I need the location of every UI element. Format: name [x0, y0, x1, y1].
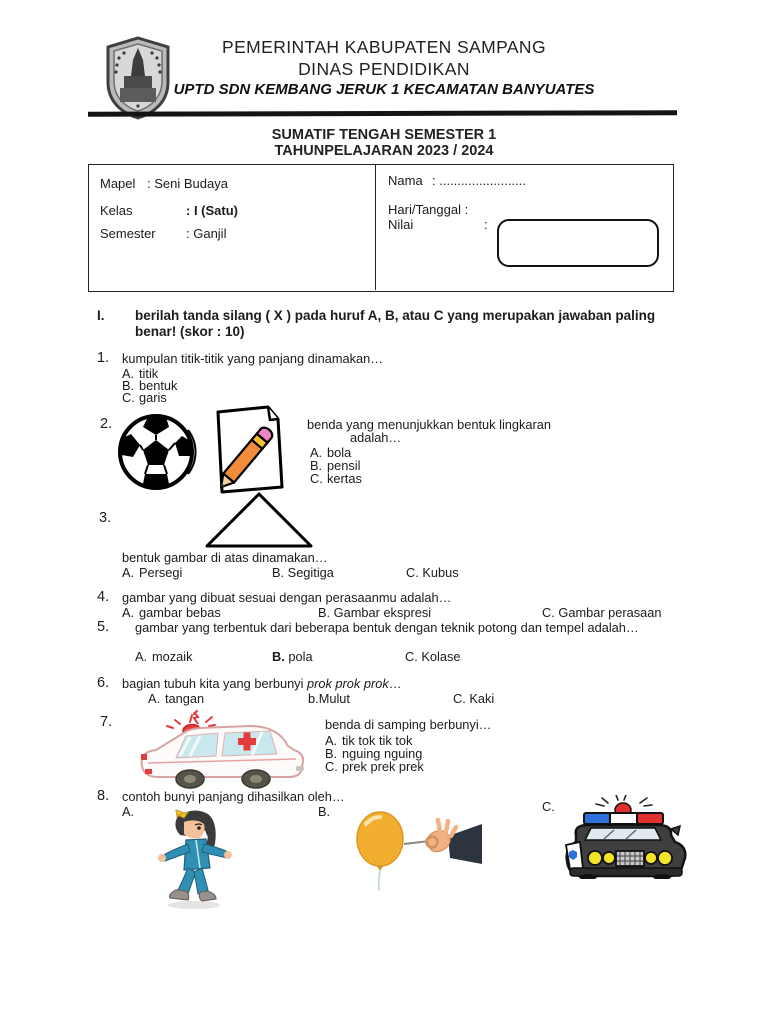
ambulance-icon	[128, 710, 313, 795]
q2-option-b: B. pensil	[310, 458, 361, 473]
nama-label: Nama	[388, 173, 423, 188]
q7-option-c: C. prek prek prek	[325, 759, 424, 774]
soccer-ball-icon	[116, 412, 198, 492]
q7-option-b: B. nguing nguing	[325, 746, 423, 761]
q6-option-c: C. Kaki	[453, 691, 495, 706]
q6-text: bagian tubuh kita yang berbunyi prok prok prok…	[122, 676, 402, 691]
paper-and-pencil-icon	[196, 403, 298, 498]
kelas-label: Kelas	[100, 203, 133, 218]
exam-title-line1: SUMATIF TENGAH SEMESTER 1	[271, 127, 497, 143]
nama-value-dots: : ........................	[432, 173, 526, 188]
header-divider-rule	[88, 110, 677, 117]
q8-option-a-letter: A.	[122, 804, 135, 819]
q4-text: gambar yang dibuat sesuai dengan perasaanmu adalah…	[122, 590, 452, 605]
q5-number: 5.	[97, 619, 110, 635]
balloon-needle-hand-icon	[352, 810, 482, 892]
q7-number: 7.	[100, 714, 113, 730]
q4-option-b: B. Gambar ekspresi	[318, 605, 432, 620]
walking-girl-icon	[148, 806, 240, 910]
q1-option-b: B. bentuk	[122, 378, 178, 393]
triangle-shape-icon	[203, 490, 315, 550]
q2-option-a: A. bola	[310, 445, 352, 460]
exam-title-line2: TAHUNPELAJARAN 2023 / 2024	[274, 143, 494, 159]
q6-number: 6.	[97, 675, 110, 691]
mapel-label: Mapel	[100, 176, 136, 191]
q2-option-c: C. kertas	[310, 471, 362, 486]
q3-option-c: C. Kubus	[406, 565, 459, 580]
q1-option-c: C. garis	[122, 390, 167, 405]
q6-option-b: b.Mulut	[308, 691, 350, 706]
q6-option-a: A. tangan	[148, 691, 205, 706]
q8-number: 8.	[97, 788, 110, 804]
semester-value: : Ganjil	[186, 226, 227, 241]
section-numeral: I.	[97, 308, 105, 323]
q8-option-b-letter: B.	[318, 804, 331, 819]
q4-number: 4.	[97, 589, 110, 605]
semester-label: Semester	[100, 226, 156, 241]
hari-tanggal-label: Hari/Tanggal :	[388, 202, 469, 217]
q5-option-c: C. Kolase	[405, 649, 461, 664]
kelas-value: : I (Satu)	[186, 203, 238, 218]
q3-text: bentuk gambar di atas dinamakan…	[122, 550, 328, 565]
q3-number: 3.	[99, 510, 112, 526]
header-government-line: PEMERINTAH KABUPATEN SAMPANG	[222, 37, 546, 57]
mapel-value: : Seni Budaya	[147, 176, 228, 191]
q1-text: kumpulan titik-titik yang panjang dinamakan…	[122, 351, 384, 366]
q5-option-a: A. mozaik	[135, 649, 193, 664]
q2-text-line2: adalah…	[350, 430, 402, 445]
q1-number: 1.	[97, 350, 110, 366]
q4-option-c: C. Gambar perasaan	[542, 605, 662, 620]
nilai-score-box	[497, 219, 659, 267]
q3-option-b: B. Segitiga	[272, 565, 334, 580]
header-department-line: DINAS PENDIDIKAN	[298, 59, 470, 79]
q5-text: gambar yang terbentuk dari beberapa bentuk dengan teknik potong dan tempel adalah…	[135, 620, 639, 635]
q2-number: 2.	[100, 416, 113, 432]
q7-option-a: A. tik tok tik tok	[325, 733, 413, 748]
police-car-icon	[556, 795, 691, 879]
info-box-divider	[375, 164, 376, 290]
q5-option-b: B. pola	[272, 649, 313, 664]
header-school-line: UPTD SDN KEMBANG JERUK 1 KECAMATAN BANYUATES	[173, 81, 595, 98]
q2-text-line1: benda yang menunjukkan bentuk lingkaran	[307, 417, 552, 432]
nilai-colon: :	[484, 217, 488, 232]
q3-option-a: A. Persegi	[122, 565, 183, 580]
q4-option-a: A. gambar bebas	[122, 605, 221, 620]
nilai-label: Nilai	[388, 217, 414, 232]
q8-option-c-letter: C.	[542, 799, 555, 814]
q8-text: contoh bunyi panjang dihasilkan oleh…	[122, 789, 345, 804]
section-instruction: berilah tanda silang ( X ) pada huruf A, B, atau C yang merupakan jawaban paling benar! (skor : 10)	[135, 308, 656, 339]
q1-option-a: A. titik	[122, 366, 159, 381]
q7-text: benda di samping berbunyi…	[325, 717, 492, 732]
